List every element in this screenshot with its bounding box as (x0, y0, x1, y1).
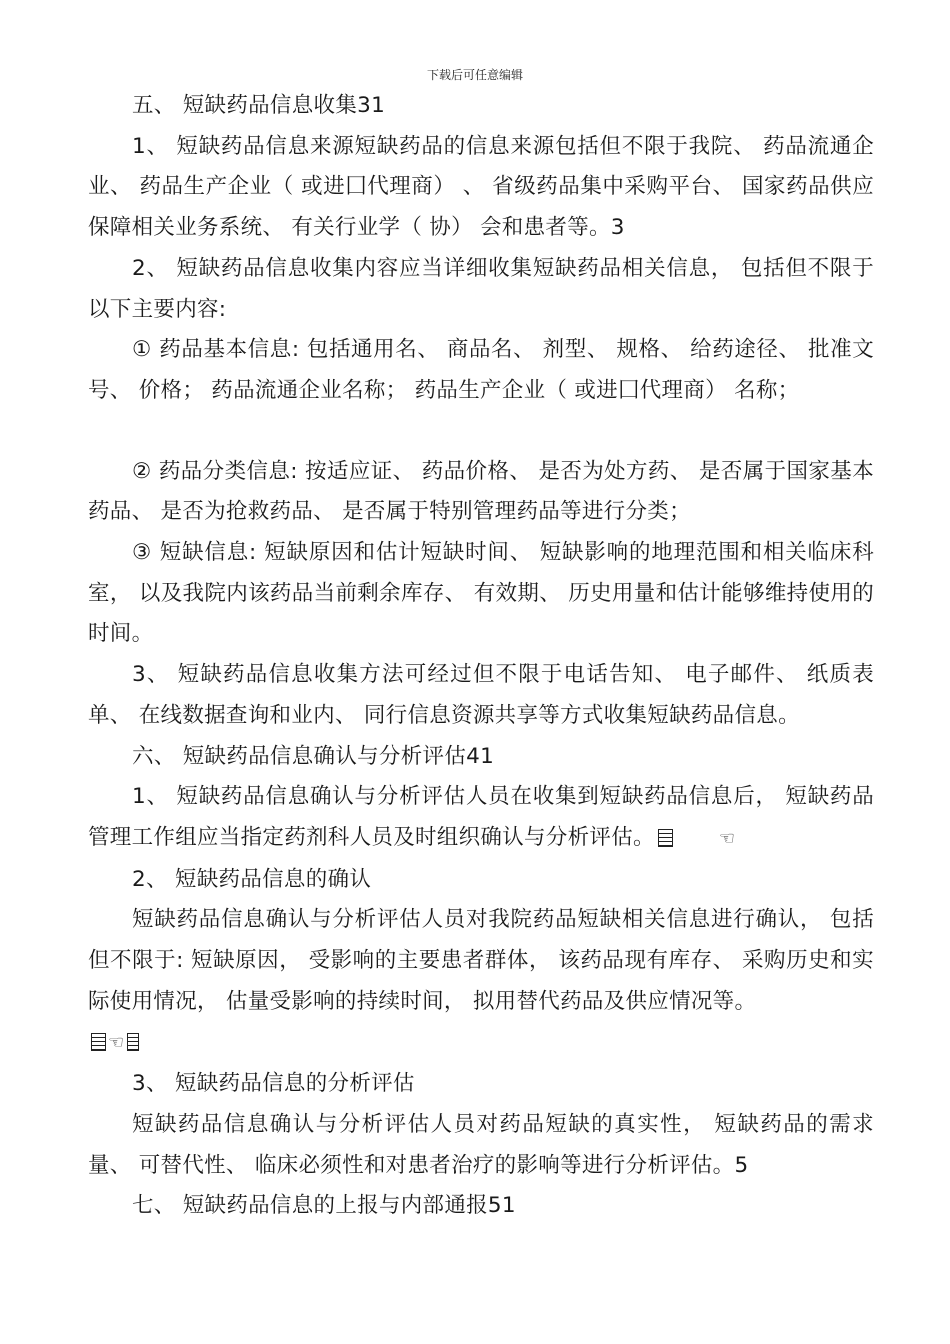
list-item-category-info: ② 药品分类信息: 按适应证、 药品价格、 是否为处方药、 是否属于国家基本药品、 是否为抢救药品、 是否属于特别管理药品等进行分类； (88, 458, 874, 525)
paragraph-confirm-detail: 短缺药品信息确认与分析评估人员对我院药品短缺相关信息进行确认， 包括但不限于: 短缺原因， 受影响的主要患者群体， 该药品现有库存、 采购历史和实际使用情况， 估量受影响的持续时间， 拟用替代药品及供应情况等。 (88, 907, 874, 1014)
pointing-hand-icon: ☜ (108, 1032, 125, 1054)
list-item-basic-info: ① 药品基本信息: 包括通用名、 商品名、 剂型、 规格、 给药途径、 批准文号、 价格； 药品流通企业名称； 药品生产企业（ 或进囗代理商） 名称； (88, 337, 874, 403)
paragraph-info-source: 1、 短缺药品信息来源短缺药品的信息来源包括但不限于我院、 药品流通企业、 药品生产企业（ 或进囗代理商） 、 省级药品集中采购平台、 国家药品供应保障相关业务系统、 有关行业学（ 协） 会和患者等。3 (88, 133, 874, 241)
subheading-analysis: 3、 短缺药品信息的分析评估 (132, 1071, 415, 1097)
header-note: 下载后可任意编辑 (426, 68, 523, 82)
paragraph-confirm-staff-text: 1、 短缺药品信息确认与分析评估人员在收集到短缺药品信息后， 短缺药品管理工作组应当指定药剂科人员及时组织确认与分析评估。 (88, 784, 874, 850)
document-icon (91, 1033, 106, 1051)
document-body (88, 86, 874, 1227)
document-icon (658, 829, 673, 847)
paragraph-info-method: 3、 短缺药品信息收集方法可经过但不限于电话告知、 电子邮件、 纸质表单、 在线数据查询和业内、 同行信息资源共享等方式收集短缺药品信息。 (88, 662, 874, 728)
subheading-confirm: 2、 短缺药品信息的确认 (132, 866, 372, 892)
paragraph-analysis-detail: 短缺药品信息确认与分析评估人员对药品短缺的真实性， 短缺药品的需求量、 可替代性、 临床必须性和对患者治疗的影响等进行分析评估。5 (88, 1111, 874, 1178)
section-heading-6: 六、 短缺药品信息确认与分析评估41 (132, 743, 495, 769)
list-item-shortage-info: ③ 短缺信息: 短缺原因和估计短缺时间、 短缺影响的地理范围和相关临床科室， 以及我院内该药品当前剩余库存、 有效期、 历史用量和估计能够维持使用的时间。 (88, 540, 874, 647)
page-icon (127, 1033, 139, 1051)
icon-row (88, 1022, 874, 1064)
section-heading-5: 五、 短缺药品信息收集31 (132, 93, 386, 118)
paragraph-gap (88, 412, 874, 452)
paragraph-confirm-staff (88, 777, 874, 859)
pointing-hand-icon: ☜ (718, 827, 736, 849)
section-heading-7: 七、 短缺药品信息的上报与内部通报51 (132, 1193, 516, 1219)
paragraph-info-content: 2、 短缺药品信息收集内容应当详细收集短缺药品相关信息， 包括但不限于以下主要内容: (88, 255, 874, 322)
